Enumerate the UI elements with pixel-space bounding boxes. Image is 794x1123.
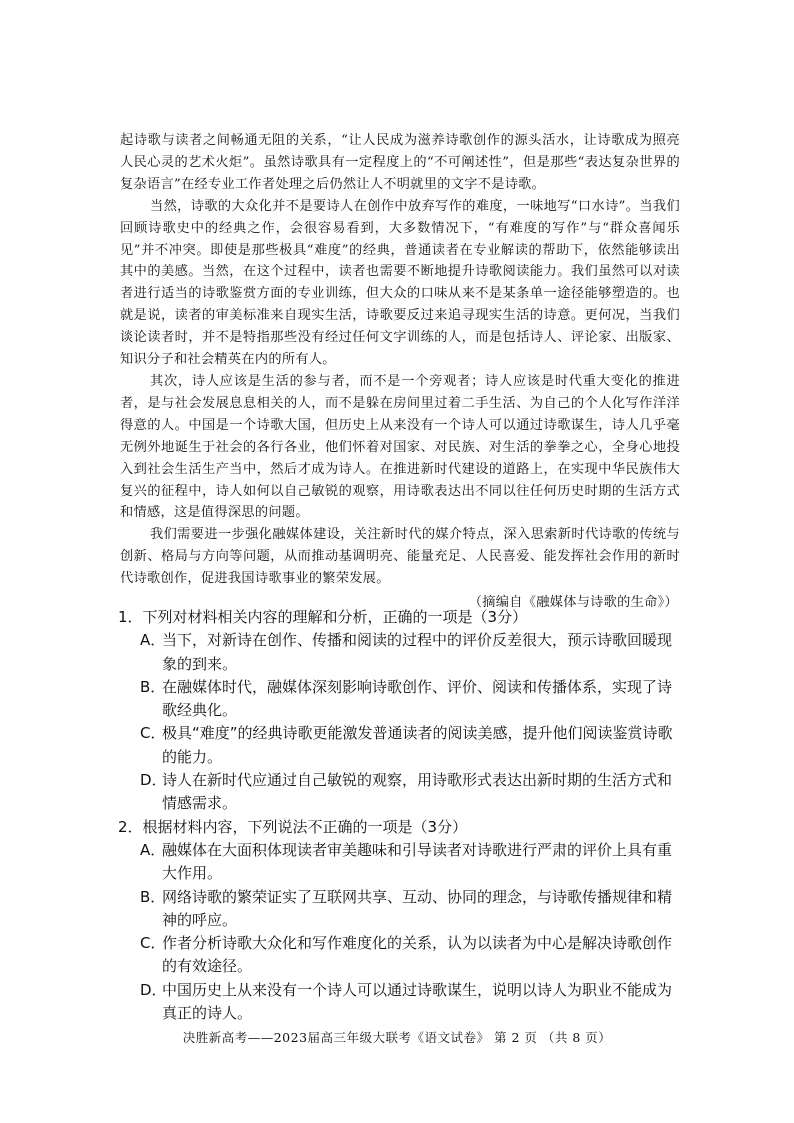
- passage-source: （摘编自《融媒体与诗歌的生命》）: [468, 595, 678, 611]
- question-option: [118, 979, 678, 1026]
- question-2: [118, 816, 678, 1026]
- option-text: 在融媒体时代，融媒体深刻影响诗歌创作、评价、阅读和传播体系，实现了诗歌经典化。: [162, 677, 673, 720]
- passage-paragraph-2: 当然，诗歌的大众化并不是要诗人在创作中放弃写作的难度，一味地写“口水诗”。当我们回顾诗歌史中的经典之作，会很容易看到，大多数情况下，“有难度的写作”与“群众喜闻乐见”并不冲突。即使是那些极具“难度”的经典，普通读者在专业解读的帮助下，依然能够读出其中的美感。当然，在这个过程中，读者也需要不断地提升诗歌阅读能力。我们虽然可以对读者进行适当的诗歌鉴赏方面的专业训练，但大众的口味从来不是某条单一途径能够塑造的。也就是说，读者的审美标准来自现实生活，诗歌要反过来追寻现实生活的诗意。更何况，当我们谈论读者时，并不是特指那些没有经过任何文字训练的人，而是包括诗人、评论家、出版家、知识分子和社会精英在内的所有人。: [120, 198, 680, 368]
- passage-paragraph-1: 起诗歌与读者之间畅通无阻的关系，“让人民成为滋养诗歌创作的源头活水，让诗歌成为照亮人民心灵的艺术火炬”。虽然诗歌具有一定程度上的“不可阐述性”，但是那些“表达复杂世界的复杂语言”在经专业工作者处理之后仍然让人不明就里的文字不是诗歌。: [120, 133, 680, 192]
- passage-paragraph-3: 其次，诗人应该是生活的参与者，而不是一个旁观者；诗人应该是时代重大变化的推进者，是与社会发展息息相关的人，而不是躲在房间里过着二手生活、为自己的个人化写作洋洋得意的人。中国是一个诗歌大国，但历史上从来没有一个诗人可以通过诗歌谋生，诗人几乎毫无例外地诞生于社会的各行各业，他们怀着对国家、对民族、对生活的拳拳之心，全身心地投入到社会生活生产当中，然后才成为诗人。在推进新时代建设的道路上，在实现中华民族伟大复兴的征程中，诗人如何以自己敏锐的观察，用诗歌表达出不同以往任何历史时期的生活方式和情感，这是值得深思的问题。: [120, 373, 680, 521]
- option-label: A．: [140, 840, 166, 859]
- question-option: [118, 932, 678, 979]
- option-text: 极具“难度”的经典诗歌更能激发普通读者的阅读美感，提升他们阅读鉴赏诗歌的能力。: [162, 724, 673, 766]
- option-text: 融媒体在大面积体现读者审美趣味和引导读者对诗歌进行严肃的评价上具有重大作用。: [162, 840, 673, 883]
- option-text: 中国历史上从来没有一个诗人可以通过诗歌谋生，说明以诗人为职业不能成为真正的诗人。: [162, 980, 673, 1023]
- question-option: [118, 722, 678, 769]
- option-label: B．: [140, 677, 166, 696]
- option-text: 作者分析诗歌大众化和写作难度化的关系，认为以读者为中心是解决诗歌创作的有效途径。: [162, 934, 673, 976]
- option-label: D．: [140, 771, 167, 790]
- option-label: A．: [140, 631, 166, 650]
- question-option: [118, 769, 678, 816]
- question-1: [118, 606, 678, 816]
- question-section: [118, 606, 678, 1025]
- reading-passage: [120, 130, 680, 614]
- option-label: D．: [140, 980, 167, 999]
- page-footer: 决胜新高考——2023届高三年级大联考《语文试卷》 第 2 页 （共 8 页）: [182, 1030, 612, 1045]
- question-option: [118, 676, 678, 723]
- question-option: [118, 629, 678, 676]
- option-text: 当下，对新诗在创作、传播和阅读的过程中的评价反差很大，预示诗歌回暖现象的到来。: [162, 631, 673, 673]
- question-stem: 1．下列对材料相关内容的理解和分析，正确的一项是（3分）: [118, 608, 528, 626]
- option-text: 诗人在新时代应通过自己敏锐的观察，用诗歌形式表达出新时期的生活方式和情感需求。: [162, 771, 673, 813]
- option-label: C．: [140, 934, 166, 953]
- question-option: [118, 886, 678, 933]
- passage-paragraph-4: 我们需要进一步强化融媒体建设，关注新时代的媒介特点，深入思索新时代诗歌的传统与创新、格局与方向等问题，从而推动基调明亮、能量充足、人民喜爱、能发挥社会作用的新时代诗歌创作，促进我国诗歌事业的繁荣发展。: [120, 527, 680, 587]
- option-label: B．: [140, 887, 166, 906]
- option-label: C．: [140, 724, 166, 743]
- question-option: [118, 839, 678, 886]
- question-stem: 2．根据材料内容，下列说法不正确的一项是（3分）: [118, 817, 468, 836]
- option-text: 网络诗歌的繁荣证实了互联网共享、互动、协同的理念，与诗歌传播规律和精神的呼应。: [162, 887, 673, 929]
